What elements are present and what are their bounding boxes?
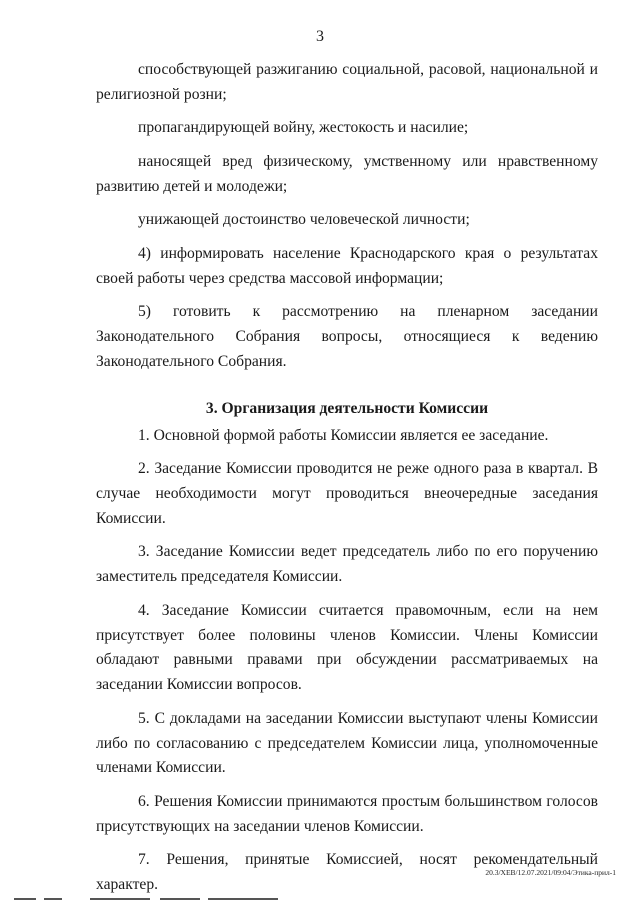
page-number: 3	[316, 28, 324, 45]
scan-mark	[14, 898, 36, 900]
paragraph: 1. Основной формой работы Комиссии является ее заседание.	[138, 426, 549, 444]
document-body	[96, 58, 598, 907]
scan-mark	[208, 898, 278, 900]
section-heading: 3. Организация деятельности Комиссии	[205, 399, 489, 417]
paragraph: 3. Заседание Комиссии ведет председатель либо по его поручению заместитель председателя Комиссии.	[96, 543, 598, 586]
scan-mark	[90, 898, 150, 900]
paragraph: унижающей достоинство человеческой личности;	[138, 211, 470, 229]
paragraph: пропагандирующей войну, жестокость и насилие;	[138, 119, 469, 137]
scan-mark	[160, 898, 200, 900]
paragraph: 4) информировать население Краснодарского края о результатах своей работы через средства массовой информации;	[96, 244, 598, 287]
paragraph: 6. Решения Комиссии принимаются простым большинством голосов присутствующих на заседании членов Комиссии.	[96, 792, 598, 835]
document-registration-code: 20.3/ХЕВ/12.07.2021/09:04/Этика-прил-1	[485, 868, 616, 877]
paragraph: 2. Заседание Комиссии проводится не реже одного раза в квартал. В случае необходимости могут проводиться внеочередные заседания Комиссии.	[96, 460, 598, 527]
paragraph: 5) готовить к рассмотрению на пленарном заседании Законодательного Собрания вопросы, относящиеся к ведению Законодательного Собрания.	[96, 303, 598, 370]
paragraph: 5. С докладами на заседании Комиссии выступают члены Комиссии либо по согласованию с председателем Комиссии лица, уполномоченные членами Комиссии.	[96, 709, 598, 777]
paragraph: наносящей вред физическому, умственному или нравственному развитию детей и молодежи;	[96, 152, 598, 195]
scan-edge-marks	[0, 898, 640, 902]
paragraph: 4. Заседание Комиссии считается правомочным, если на нем присутствует более половины членов Комиссии. Члены Комиссии обладают равными правами при обсуждении рассматриваемых на заседании Комиссии вопросов.	[96, 601, 598, 694]
paragraph: 7. Решения, принятые Комиссией, носят рекомендательный характер.	[96, 851, 598, 894]
paragraph: способствующей разжиганию социальной, расовой, национальной и религиозной розни;	[96, 61, 598, 103]
scan-mark	[44, 898, 62, 900]
